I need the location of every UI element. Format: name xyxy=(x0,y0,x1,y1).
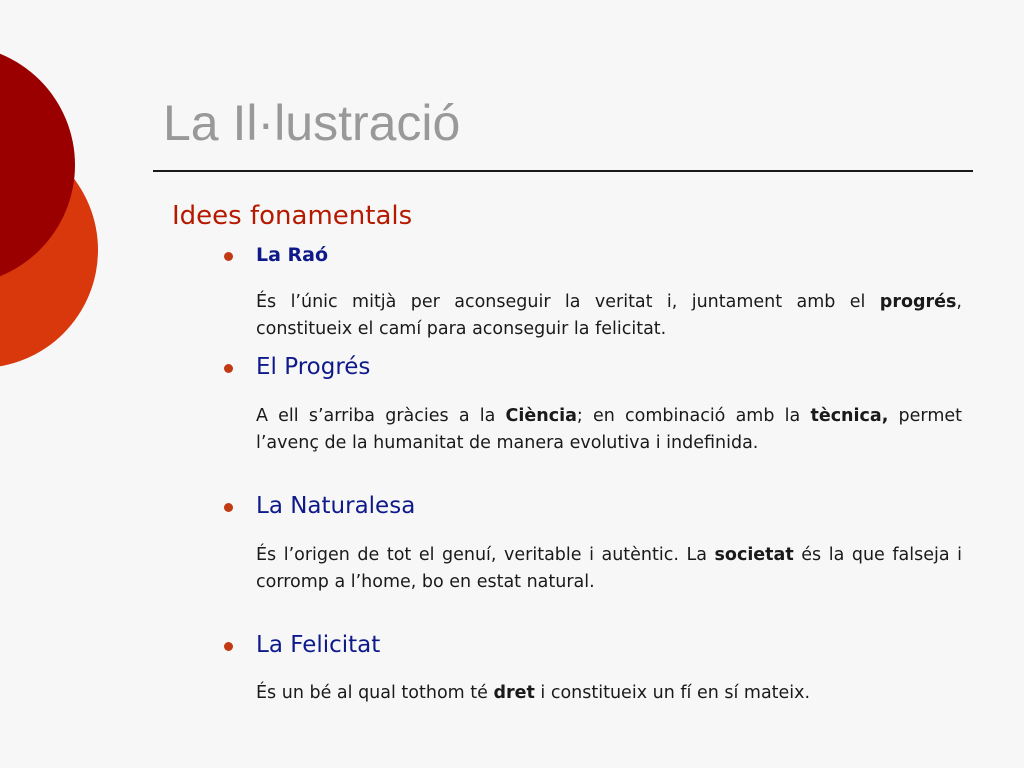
description-text: A ell s’arriba gràcies a la xyxy=(256,406,506,426)
description-text: i constitueix un fí en sí mateix. xyxy=(534,683,811,703)
item-description-progres xyxy=(256,403,962,457)
description-text: ; en combinació amb la xyxy=(576,406,811,426)
description-text: És un bé al qual tothom té xyxy=(256,683,494,703)
title-divider xyxy=(153,170,973,172)
description-text: és la que falseja i corromp a l’home, bo en estat natural. xyxy=(256,545,962,592)
description-text: És l’únic mitjà per aconseguir la veritat i, juntament amb el xyxy=(256,292,880,312)
item-description-felicitat xyxy=(256,680,962,707)
bullet-icon xyxy=(224,252,233,261)
bullet-icon xyxy=(224,642,233,651)
section-subtitle: Idees fonamentals xyxy=(172,201,413,231)
emphasized-term: societat xyxy=(714,545,794,565)
decorative-circles xyxy=(0,0,120,420)
bullet-icon xyxy=(224,503,233,512)
emphasized-term: tècnica, xyxy=(810,406,889,426)
item-heading-felicitat: La Felicitat xyxy=(256,632,381,658)
item-heading-naturalesa: La Naturalesa xyxy=(256,493,416,519)
emphasized-term: Ciència xyxy=(505,406,577,426)
description-text: permet l’avenç de la humanitat de manera evolutiva i indefinida. xyxy=(256,406,962,453)
description-text: , constitueix el camí para aconseguir la felicitat. xyxy=(256,292,962,339)
item-description-naturalesa xyxy=(256,542,962,596)
item-heading-rao: La Raó xyxy=(256,244,329,266)
bullet-icon xyxy=(224,364,233,373)
slide-title: La Il·lustració xyxy=(163,95,461,151)
item-heading-progres: El Progrés xyxy=(256,354,371,380)
item-description-rao xyxy=(256,289,962,343)
description-text: És l’origen de tot el genuí, veritable i autèntic. La xyxy=(256,545,715,565)
emphasized-term: dret xyxy=(493,683,535,703)
emphasized-term: progrés xyxy=(879,292,957,312)
